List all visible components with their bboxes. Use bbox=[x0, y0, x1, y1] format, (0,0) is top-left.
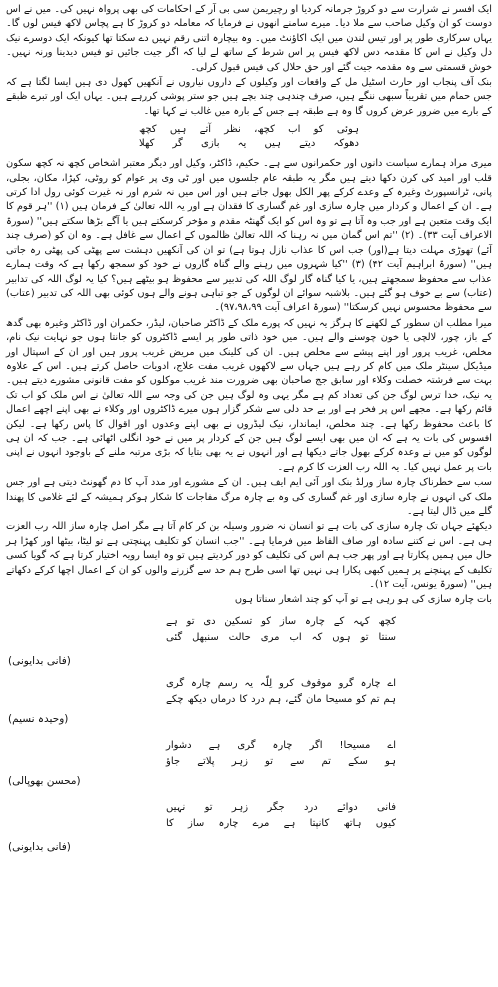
couplet-line-1: ہوئی کو اب کچھ، نظر آتے ہیں کچھ bbox=[139, 124, 359, 136]
poem-3 bbox=[6, 734, 492, 796]
poet-attribution: ( وحیدہ نسیم ) bbox=[8, 712, 68, 726]
couplet-line-2: دھوکہ دیتے ہیں یہ بازی گر کھلا bbox=[139, 138, 359, 150]
paragraph-6: دیکھئے جہاں تک چارہ سازی کی بات ہے تو انسان نہ ضرور وسیلہ بن کر کام آتا ہے مگر اصل چارہ ساز اللہ رب العزت ہی ہے۔ اس نے کتنے سادہ اور صاف الفاظ میں فرمایا ہے۔ ''جب انسان کو تکلیف پہنچتی ہے تو لیٹا، بیٹھا اور کھڑا ہر حال میں ہمیں پکارتا ہے اور پھر جب ہم اس کی تکلیف کو دور کردیتے ہیں تو وہ ایسا رویہ اختیار کرتا ہے کہ گویا کسی تکلیف کے پہنچنے پر ہمیں کبھی پکارا ہی نہیں تھا اسی طرح ہم حد سے گزرنے والوں کو ان کے اعمال اچھا کرکے دکھاتے ہیں'' (سورۃ یونس، آیت ۱۲)۔ bbox=[6, 521, 492, 591]
paragraph-4: میرا مطلب ان سطور کے لکھنے کا ہرگز یہ نہیں کہ پورے ملک کے ڈاکٹر صاحبان، لیڈر، حکمران اور ڈاکٹر وغیرہ بھی گدھ کے باز، چور، لالچی یا خون چوسنے والے ہیں۔ میں خود ذاتی طور پر ایسے ڈاکٹروں کو جانتا ہوں جو نہایت نیک نام، مخلص، غریب پرور اور اپنے پیشے سے مخلص ہیں۔ ان کی کلینک میں مریض غریب پرور ہیں اور ان کے اسپتال اور میڈیکل سینٹر ملک میں کام کر رہے ہیں جہاں سے لاکھوں غریب مفت علاج، ادویات حاصل کرتے ہیں۔ اس کے علاوہ بہت سے فرشتہ خصلت وکلاء اور سابق جج صاحبان بھی ضرورت مند غریب موکلوں کو مفت قانونی مشورے دیتے ہیں۔ یہ نیک، خدا ترس لوگ جن کی تعداد کم ہے مگر یہی وہ لوگ ہیں جن کی وجہ سے اللہ تعالیٰ نے اس ملک کو اب تک قائم رکھا ہے۔ مجھے اس پر فخر ہے اور بے حد دلی سے شکر گزار ہوں میرے ڈاکٹروں اور وکلاء نے بھی اپنے اچھے اعمال کا باعث محفوظ رکھا ہے۔ چند مخلص، ایماندار، نیک لیڈروں نے بھی اپنے وعدوں اور اقوال کا پاس رکھا ہے۔ لیکن افسوس کی بات یہ ہے کہ ان میں بھی ایسے لوگ ہیں جن کے کردار پر میں نے خود انگلی اٹھائی ہے۔ جب کہ ان ہی لوگوں کو میں نے وعدہ کرکے بھول جاتے دیکھا ہے اور انہوں نے یہ بھی بتایا کہ بڑی مرتبہ ملنے کے باوجود انہوں نے اپنی بات پر عمل نہیں کیا۔ یہ اللہ رب العزت کا کرم ہے۔ bbox=[6, 317, 492, 473]
poem-1 bbox=[6, 610, 492, 672]
poem-line: ہم تم کو مسیحا مان گئے، ہم درد کا درماں دیکھ چکے bbox=[166, 693, 396, 705]
poet-attribution: ( فانی بدایونی ) bbox=[8, 840, 71, 854]
paragraph-7: بات چارہ سازی کی ہو رہی ہے تو آپ کو چند اشعار سناتا ہوں bbox=[234, 594, 492, 606]
poem-line: سنتا تو ہوں کہ اب مری حالت سنبھل گئی bbox=[166, 631, 396, 643]
poem-line: کیوں ہاتھ کانپتا ہے مرے چارہ ساز کا bbox=[166, 817, 396, 829]
poem-line: کچھ کہہ کے چارہ ساز کو تسکین دی تو ہے bbox=[166, 615, 396, 627]
poem-line: اے چارہ گرو موقوف کرو لِلّہ یہ رسم چارہ گری bbox=[166, 677, 396, 689]
paragraph-3: میری مراد ہمارے سیاست دانوں اور حکمرانوں سے ہے۔ حکیم، ڈاکٹر، وکیل اور دیگر معتبر اشخاص کچھ نہ کچھ سکون قلب اور امید کی کرن دکھا دیتے ہیں مگر یہ طبقہ عام جلسوں میں اور ٹی وی پر عوام کو روٹی، کپڑا، مکان، بجلی، پانی، ٹرانسپورٹ وغیرہ کے وعدے کرکے پھر الکل بھول جاتے ہیں اور اس میں نہ شرم اور نہ غیرت کوئی رول ادا کرتی ہے۔ ان کے اعمال و کردار میں چارہ سازی اور غم گساری کا فقدان ہے اور یہ اللہ تعالیٰ کے فرمان ہیں (۱) ''ہر قوم کا ایک وقت متعین ہے اور جب وہ آتا ہے تو وہ اس کو ایک گھنٹہ مقدم و مؤخر کرسکتے ہیں یا آگے بڑھا سکتے ہیں'' (سورۃ الاعراف آیت ۳۳)۔ (۲) ''تم اس گمان میں نہ رہنا کہ اللہ تعالیٰ ظالموں کے اعمال سے غافل ہے۔ وہ ان کو (صرف چند آئے) تھوڑی مہلت دیتا ہے(اور) جب اس کا عذاب نازل ہوتا ہے) تو ان کی آنکھیں دہشت سے پھٹی کی پھٹی رہ جاتی ہیں'' (سورۃ ابراہیم آیت ۴۲) (۳) ''کیا شہروں میں رہنے والے گناہ گاروں نے خود کو سمجھ رکھا ہے کہ وقت ہمارے عذاب سے محفوظ سمجھتے ہیں، یا کیا گناہ گار لوگ اللہ کی تدبیر سے محفوظ ہو بیٹھے ہیں؟ کیا یہ لوگ اللہ کی تدابیر (عتاب) سے بے خوف ہو گئے ہیں۔ بلاشبہ سوائے ان لوگوں کے جو تباہی ہونے والے ہوں کوئی بھی اللہ کی تدبیر (عتاب) سے محفوظ محسوس نہیں کرسکتا'' (سورۃ اعراف آیت ۹۷،۹۸،۹۹)۔ bbox=[6, 158, 493, 314]
poem-4 bbox=[6, 796, 492, 858]
paragraph-1: ایک افسر نے شرارت سے دو کروڑ جرمانہ کردیا او رچیریمن سی بی آر کے احکامات کی بھی پرواہ نہیں کی۔ میں نے اس دوست کو ان وکیل صاحب سے ملا دیا۔ میرے سامنے انھوں نے فرمایا کہ معاملہ دو کروڑ کا ہے پچاس لاکھ فیس لوں گا۔ یہاں سرکاری طور پر اور تیس لندن میں ایک اکاؤنٹ میں۔ وہ بیچارہ اتنی رقم نہیں دے سکتا تھا کیونکہ ایک دوسرے نیک دل وکیل نے اس کا مقدمہ دس لاکھ فیس پر اس شرط کے ساتھ لے لیا کہ اگر جیت جائیں تو فیس دیدینا ورنہ نہیں۔ خوش قسمتی سے وہ مقدمہ جیت گئے اور حق حلال کی فیس قبول کرلی۔ bbox=[6, 4, 492, 73]
paragraph-2: بنک آف پنجاب اور حارث اسٹیل مل کے واقعات اور وکیلوں کے داروں نیاروں نے آنکھیں کھول دی ہیں ایسا لگتا ہے کہ جس حمام میں تقریباً سبھی ننگے ہیں، صرف چندہی چند بچے ہیں جو ستر پوشی کررہے ہیں۔ یہاں ایک اور تبرے ظبقے کے بارے میں ضرور عرض کروں گا وہ ہے طبقہ ہے جس کے بارہ میں غالب نے کہا تھا۔ bbox=[6, 77, 492, 117]
poem-line: اے مسیحا! اگر چارہ گری ہے دشوار bbox=[166, 739, 396, 751]
poet-attribution: ( فانی بدایونی ) bbox=[8, 654, 71, 668]
paragraph-5: سب سے خطرناک چارہ ساز ورلڈ بنک اور آئی ایم ایف ہیں۔ ان کے مشورے اور مدد آپ کا دم گھونٹ دیتی ہے اور جس ملک کی انہوں نے چارہ سازی اور غم گساری کی وہ بے چارہ مرگ مفاجات کا شکار ہوکر ہمیشہ کے لئے غلامی کا پھندا گلے میں ڈال لیتا ہے۔ bbox=[6, 477, 492, 517]
poem-line: فانی دوائے درد جگر زہر تو نہیں bbox=[166, 801, 396, 813]
poems-section bbox=[6, 610, 492, 858]
poem-2 bbox=[6, 672, 492, 734]
ghalib-couplet bbox=[6, 123, 492, 151]
poet-attribution: ( محسن بھوپالی ) bbox=[8, 774, 81, 788]
poem-line: ہو سکے تم سے تو زہر پلاتے جاؤ bbox=[166, 755, 396, 767]
